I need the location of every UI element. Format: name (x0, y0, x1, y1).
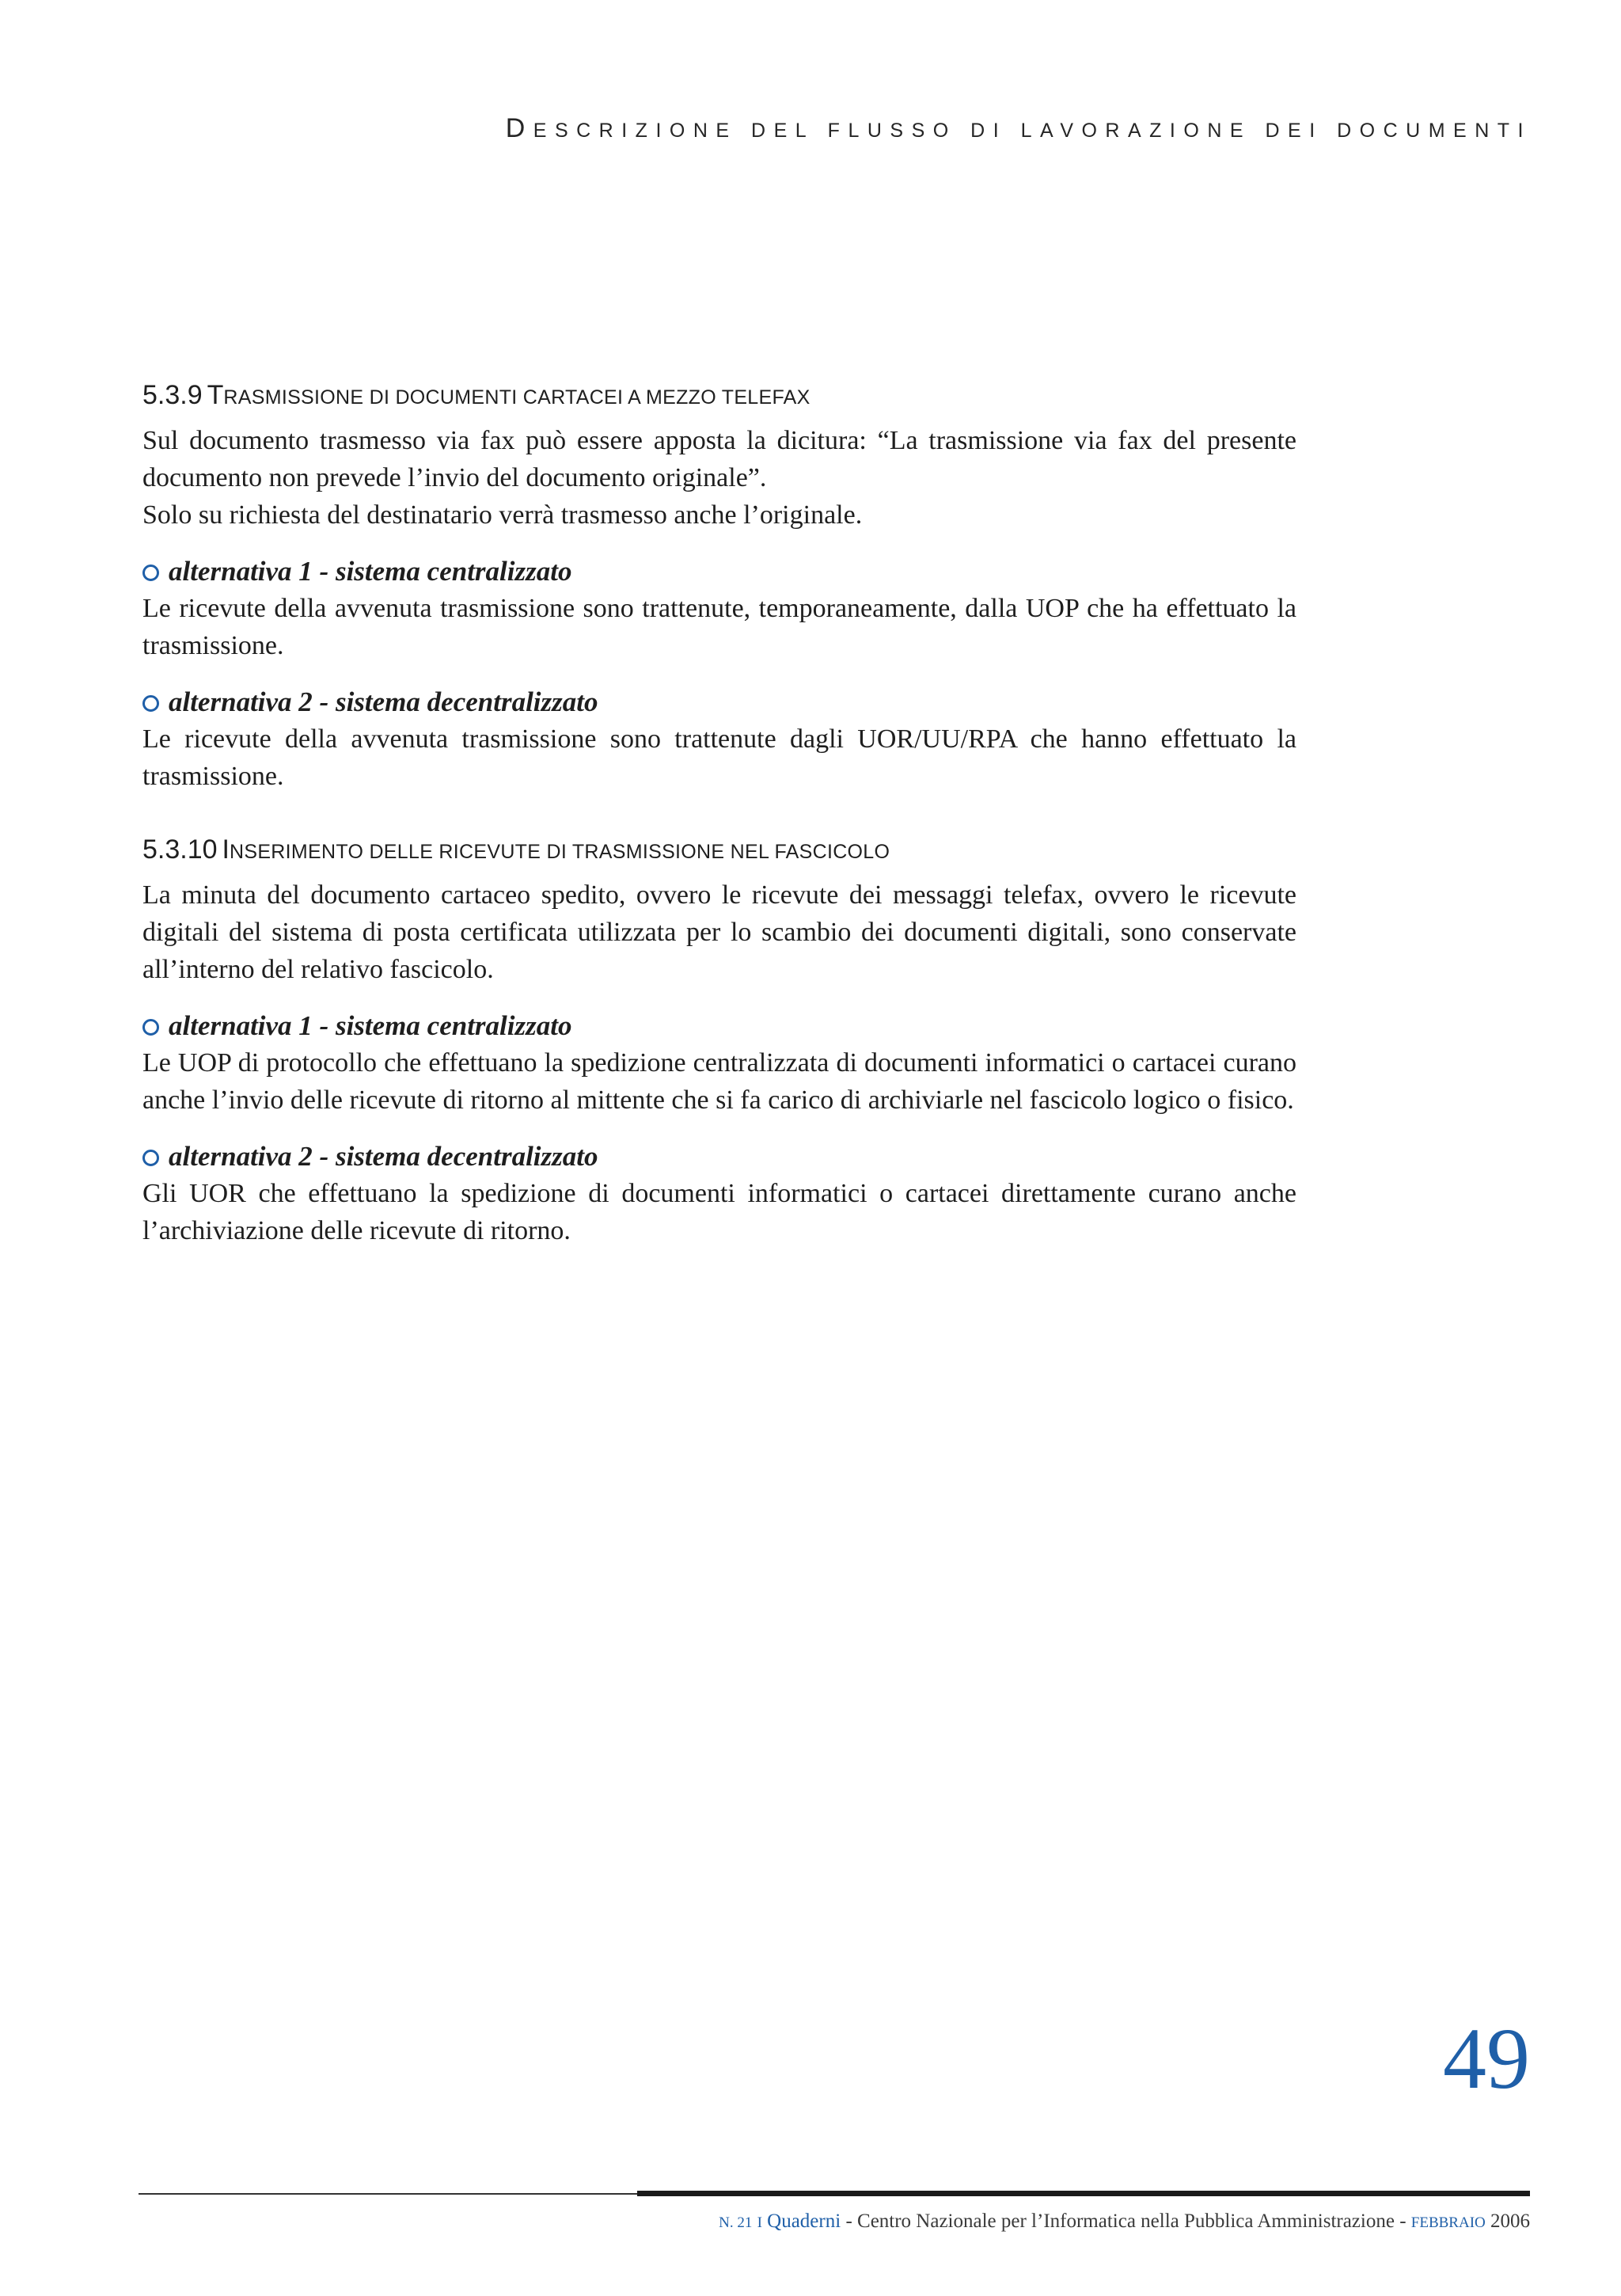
footer-separator: I (757, 2214, 762, 2231)
footer-series-text: Quaderni (767, 2210, 841, 2232)
running-header-initial: D (505, 113, 533, 143)
footer-month: FEBBRAIO (1410, 2214, 1486, 2231)
alternative-text: Le ricevute della avvenuta trasmissione sono trattenute, temporaneamente, dalla UOP che ha effettuato la trasmissione. (142, 594, 1296, 660)
section-title: RASMISSIONE DI DOCUMENTI CARTACEI A MEZZO TELEFAX (223, 386, 810, 409)
footer-publisher: - Centro Nazionale per l’Informatica nella Pubblica Amministrazione - (845, 2210, 1407, 2232)
alternative-heading (142, 683, 1296, 720)
section-heading-5-3-9 (142, 380, 1296, 411)
footer-issue: N. 21 (719, 2214, 753, 2231)
circle-bullet-icon (142, 695, 159, 712)
section-title-initial: T (207, 380, 224, 410)
alternative-title: alternativa 2 - sistema decentralizzato (169, 686, 598, 717)
section-heading-5-3-10 (142, 834, 1296, 865)
alternative-heading (142, 1007, 1296, 1044)
running-header-text: ESCRIZIONE DEL FLUSSO DI LAVORAZIONE DEI DOCUMENTI (533, 120, 1532, 142)
section-title: NSERIMENTO DELLE RICEVUTE DI TRASMISSIONE NEL FASCICOLO (229, 841, 890, 863)
section-number: 5.3.10 (142, 834, 218, 865)
alternative-text: Gli UOR che effettuano la spedizione di documenti informatici o cartacei direttamente curano anche l’archiviazione delle ricevute di ritorno. (142, 1179, 1296, 1245)
body-paragraph: Sul documento trasmesso via fax può essere apposta la dicitura: “La trasmissione via fax del presente documento non prevede l’invio del documento originale”. (142, 426, 1296, 492)
footer-rule-thick (637, 2191, 1530, 2196)
circle-bullet-icon (142, 1150, 159, 1166)
footer-year: 2006 (1490, 2210, 1530, 2232)
alternative-title: alternativa 2 - sistema decentralizzato (169, 1141, 598, 1172)
footer (719, 2210, 1530, 2233)
alternative-heading (142, 1138, 1296, 1175)
page-content (142, 380, 1296, 1249)
section-title-initial: I (222, 834, 230, 865)
alternative-text: Le UOP di protocollo che effettuano la spedizione centralizzata di documenti informatici o cartacei curano anche l’invio delle ricevute di ritorno al mittente che si fa carico di archiviarle nel fascicolo logico o fisico. (142, 1048, 1296, 1115)
body-paragraph: Solo su richiesta del destinatario verrà trasmesso anche l’originale. (142, 500, 863, 530)
circle-bullet-icon (142, 1019, 159, 1036)
page-number: 49 (1443, 2010, 1530, 2107)
footer-rule-thin (139, 2193, 637, 2195)
alternative-title: alternativa 1 - sistema centralizzato (169, 556, 572, 587)
section-number: 5.3.9 (142, 380, 203, 410)
alternative-text: Le ricevute della avvenuta trasmissione sono trattenute dagli UOR/UU/RPA che hanno effettuato la trasmissione. (142, 724, 1296, 791)
footer-series (767, 2210, 841, 2232)
alternative-heading (142, 553, 1296, 590)
body-paragraph: La minuta del documento cartaceo spedito, ovvero le ricevute dei messaggi telefax, ovvero le ricevute digitali del sistema di posta certificata utilizzata per lo scambio dei documenti digitali, sono conservate all’interno del relativo fascicolo. (142, 880, 1296, 984)
running-header (506, 113, 1532, 144)
circle-bullet-icon (142, 564, 159, 581)
alternative-title: alternativa 1 - sistema centralizzato (169, 1010, 572, 1041)
